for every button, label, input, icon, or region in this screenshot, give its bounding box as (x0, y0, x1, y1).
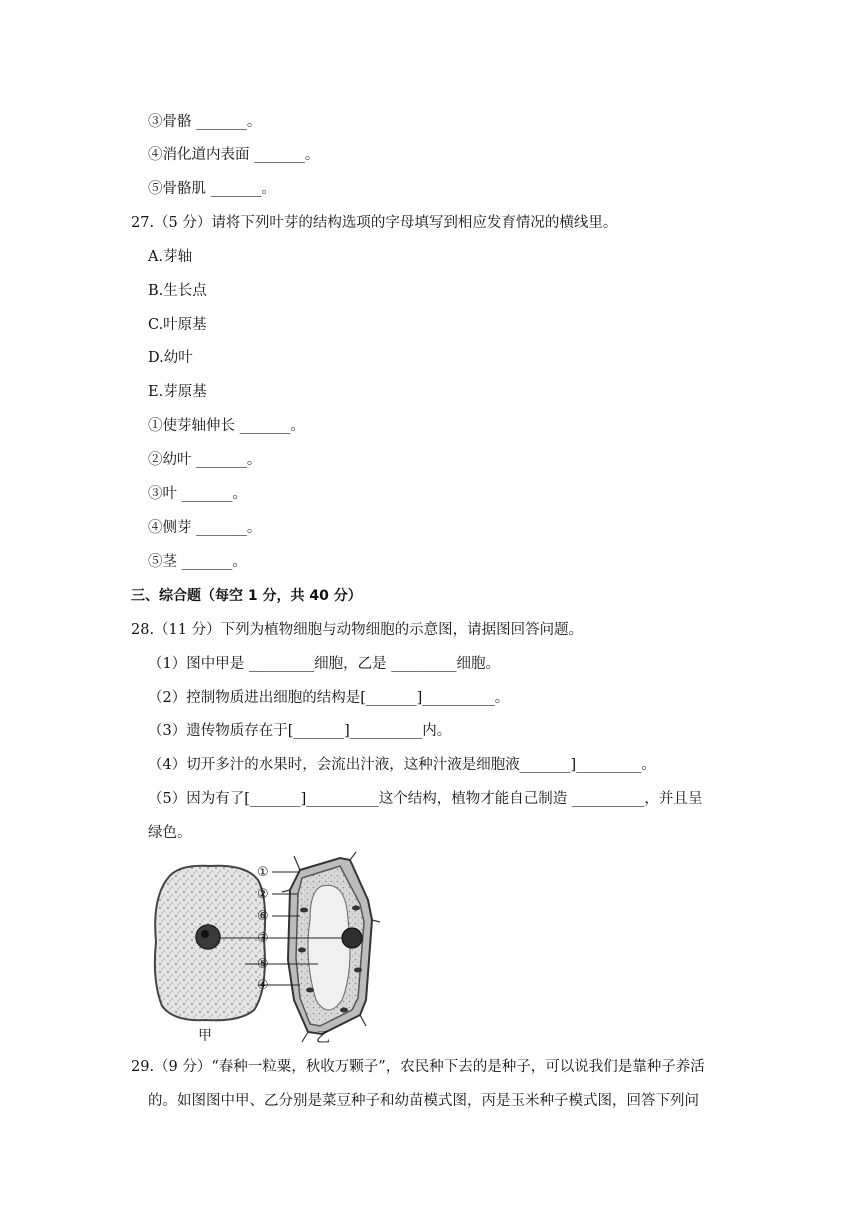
question-26-item-4: ④消化道内表面 _______。 (148, 147, 320, 163)
question-26-item-3: ③骨骼 _______。 (148, 114, 262, 130)
cell-diagram (150, 850, 380, 1045)
question-28-part-4: （4）切开多汁的水果时，会流出汁液，这种汁液是细胞液_______]_________。 (148, 757, 656, 773)
marker-4: ④ (257, 978, 269, 993)
question-27-item-5: ⑤茎 _______。 (148, 554, 247, 570)
option-a: A.芽轴 (148, 249, 193, 265)
label-jia: 甲 (198, 1028, 212, 1044)
marker-1: ① (257, 865, 269, 880)
question-28-stem: 28.（11 分）下列为植物细胞与动物细胞的示意图，请据图回答问题。 (131, 622, 584, 638)
question-28-part-2: （2）控制物质进出细胞的结构是[_______]__________。 (148, 690, 510, 706)
plant-cell (282, 852, 380, 1042)
question-29-stem: 29.（9 分）“春种一粒粟，秋收万颗子”，农民种下去的是种子，可以说我们是靠种子养活 (131, 1059, 705, 1075)
section-heading: 三、综合题（每空 1 分，共 40 分） (131, 588, 362, 604)
marker-3: ③ (257, 931, 269, 946)
question-26-item-5: ⑤骨骼肌 _______。 (148, 181, 276, 197)
question-27-stem: 27.（5 分）请将下列叶芽的结构选项的字母填写到相应发育情况的横线里。 (131, 215, 618, 231)
question-28-part-3: （3）遗传物质存在于[_______]__________内。 (148, 723, 452, 739)
question-27-item-2: ②幼叶 _______。 (148, 452, 262, 468)
question-29-stem-cont: 的。如图图中甲、乙分别是菜豆种子和幼苗模式图，丙是玉米种子模式图，回答下列问 (148, 1093, 699, 1109)
marker-6: ⑥ (257, 909, 269, 924)
option-c: C.叶原基 (148, 317, 207, 333)
question-27-item-3: ③叶 _______。 (148, 486, 247, 502)
question-28-part-1: （1）图中甲是 _________细胞，乙是 _________细胞。 (148, 656, 500, 672)
question-28-part-5: （5）因为有了[_______]__________这个结构，植物才能自己制造 __________，并且呈 (148, 791, 703, 807)
option-e: E.芽原基 (148, 384, 207, 400)
animal-cell (155, 866, 265, 1021)
option-d: D.幼叶 (148, 350, 193, 366)
marker-2: ② (257, 887, 269, 902)
marker-5: ⑤ (257, 957, 269, 972)
question-28-part-5-cont: 绿色。 (148, 825, 192, 841)
option-b: B.生长点 (148, 283, 207, 299)
question-27-item-4: ④侧芽 _______。 (148, 520, 262, 536)
question-27-item-1: ①使芽轴伸长 _______。 (148, 418, 305, 434)
label-yi: 乙 (316, 1030, 330, 1045)
